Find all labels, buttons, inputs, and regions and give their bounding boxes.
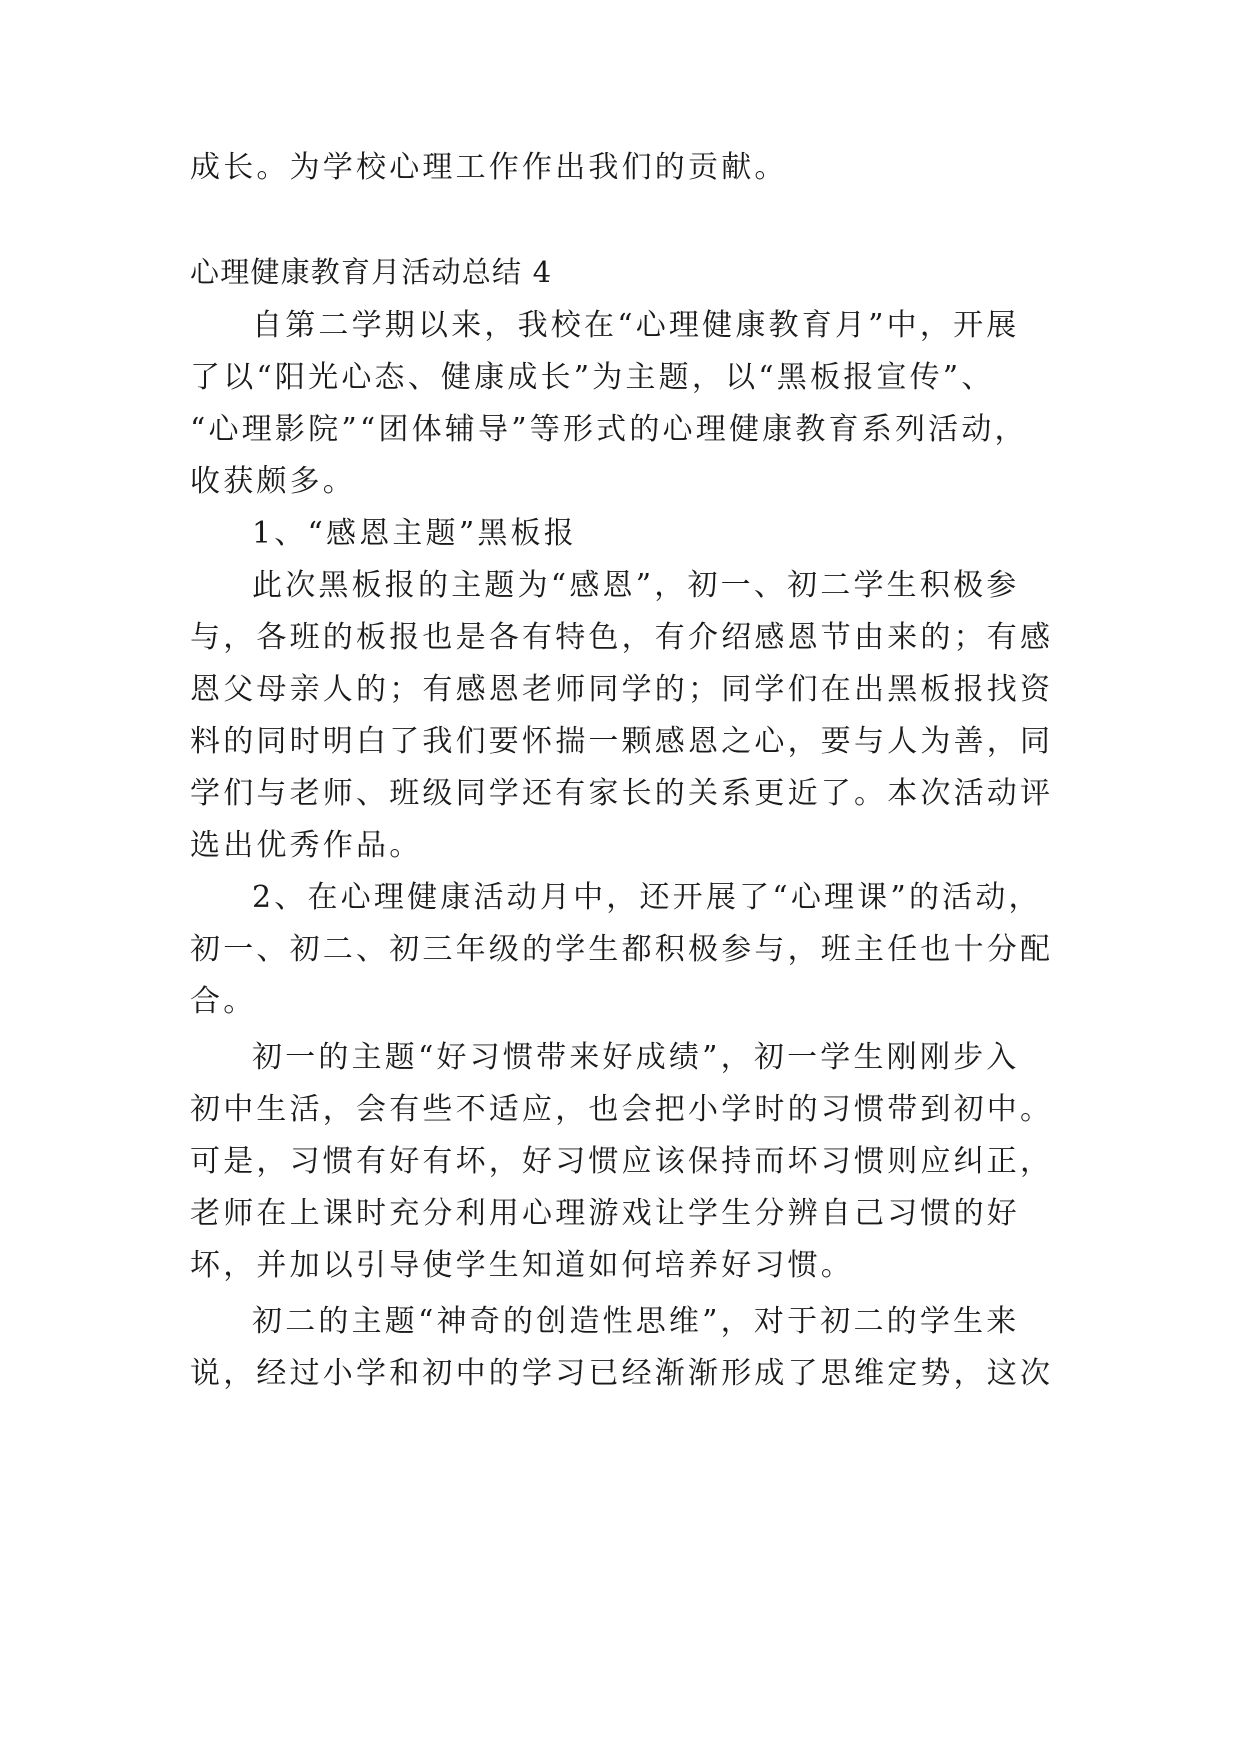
paragraph-line: 可是，习惯有好有坏，好习惯应该保持而坏习惯则应纠正， xyxy=(190,1144,1054,1179)
subheading-line: 1、“感恩主题”黑板报 xyxy=(252,516,577,551)
section-heading: 心理健康教育月活动总结 4 xyxy=(190,255,553,289)
paragraph-line: 收获颇多。 xyxy=(190,464,356,499)
paragraph-line: 初一、初二、初三年级的学生都积极参与，班主任也十分配 xyxy=(190,932,1054,967)
paragraph-line: 2、在心理健康活动月中，还开展了“心理课”的活动， xyxy=(252,880,1042,915)
paragraph-line: 此次黑板报的主题为“感恩”，初一、初二学生积极参 xyxy=(252,568,1020,603)
paragraph-line: 初一的主题“好习惯带来好成绩”，初一学生刚刚步入 xyxy=(252,1040,1020,1075)
paragraph-line: 与，各班的板报也是各有特色，有介绍感恩节由来的；有感 xyxy=(190,620,1054,655)
paragraph-line: 老师在上课时充分利用心理游戏让学生分辨自己习惯的好 xyxy=(190,1196,1020,1231)
paragraph-line: 说，经过小学和初中的学习已经渐渐形成了思维定势，这次 xyxy=(190,1356,1054,1391)
paragraph-line: 成长。为学校心理工作作出我们的贡献。 xyxy=(190,150,788,185)
paragraph-line: “心理影院”“团体辅导”等形式的心理健康教育系列活动， xyxy=(190,412,1028,447)
paragraph-line: 自第二学期以来，我校在“心理健康教育月”中，开展 xyxy=(252,308,1020,343)
paragraph-line: 了以“阳光心态、健康成长”为主题，以“黑板报宣传”、 xyxy=(190,360,995,395)
paragraph-line: 初二的主题“神奇的创造性思维”，对于初二的学生来 xyxy=(252,1304,1020,1339)
paragraph-line: 料的同时明白了我们要怀揣一颗感恩之心，要与人为善，同 xyxy=(190,724,1054,759)
paragraph-line: 恩父母亲人的；有感恩老师同学的；同学们在出黑板报找资 xyxy=(190,672,1054,707)
paragraph-line: 初中生活，会有些不适应，也会把小学时的习惯带到初中。 xyxy=(190,1092,1054,1127)
paragraph-line: 坏，并加以引导使学生知道如何培养好习惯。 xyxy=(190,1248,854,1283)
paragraph-line: 学们与老师、班级同学还有家长的关系更近了。本次活动评 xyxy=(190,776,1054,811)
paragraph-line: 合。 xyxy=(190,984,257,1019)
paragraph-line: 选出优秀作品。 xyxy=(190,828,423,863)
